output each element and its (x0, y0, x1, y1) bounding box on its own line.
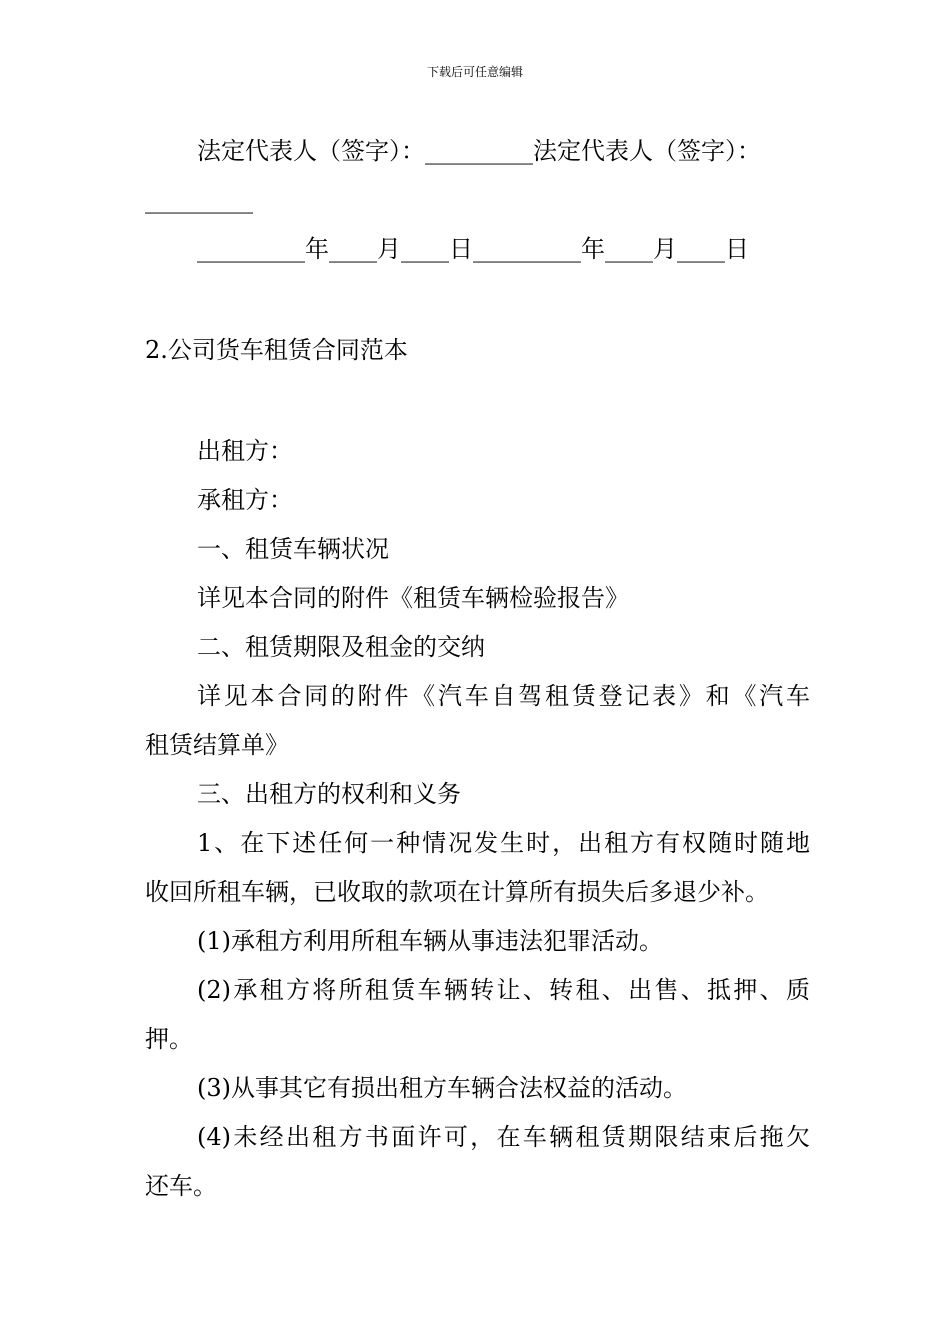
lessor-label: 出租方： (197, 437, 293, 465)
sub-clause-4-cont: 还车。 (145, 1172, 217, 1200)
spacer (145, 375, 810, 427)
date-line: _________年____月____日_________年____月____日 (197, 235, 749, 263)
heading-lessor-rights: 三、出租方的权利和义务 (197, 780, 461, 808)
spacer (145, 274, 810, 326)
sub-clause-3: (3)从事其它有损出租方车辆合法权益的活动。 (197, 1074, 687, 1102)
signature-blank: _________ (145, 186, 253, 214)
heading-vehicle-status: 一、租赁车辆状况 (197, 535, 389, 563)
lessee-label: 承租方： (197, 486, 293, 514)
paragraph-lease-term-cont: 租赁结算单》 (145, 731, 289, 759)
sub-clause-1: (1)承租方利用所租车辆从事违法犯罪活动。 (197, 927, 663, 955)
sub-clause-2: (2)承租方将所租赁车辆转让、转租、出售、抵押、质 (197, 976, 810, 1004)
signature-line: 法定代表人（签字）：_________法定代表人（签字）： (197, 137, 761, 165)
clause-1-cont: 收回所租车辆，已收取的款项在计算所有损失后多退少补。 (145, 878, 769, 906)
clause-1: 1、在下述任何一种情况发生时，出租方有权随时随地 (197, 829, 810, 857)
sub-clause-4: (4)未经出租方书面许可，在车辆租赁期限结束后拖欠 (197, 1123, 810, 1151)
paragraph-lease-term: 详见本合同的附件《汽车自驾租赁登记表》和《汽车 (197, 682, 810, 710)
page-header: 下载后可任意编辑 (426, 65, 523, 79)
sub-clause-2-cont: 押。 (145, 1025, 193, 1053)
section-title: 2.公司货车租赁合同范本 (145, 336, 408, 364)
document-body (145, 127, 810, 1211)
heading-lease-term: 二、租赁期限及租金的交纳 (197, 633, 485, 661)
paragraph-vehicle-status: 详见本合同的附件《租赁车辆检验报告》 (197, 584, 629, 612)
